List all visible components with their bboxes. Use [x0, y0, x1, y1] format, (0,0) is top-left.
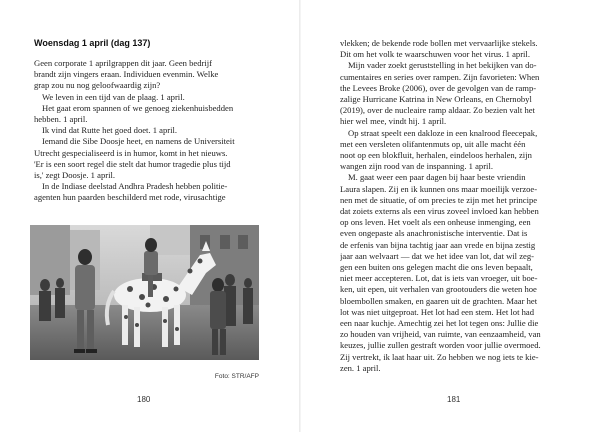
text-line: dat zoiets externs als een virus zoveel invloed kan hebben — [340, 206, 539, 217]
right-text-block — [340, 38, 562, 374]
text-line: Mijn vader zoekt geruststelling in het bekijken van do- — [348, 60, 537, 71]
text-line: wangen zijn rood van de inspanning. 1 april. — [340, 161, 493, 172]
right-page — [300, 0, 600, 432]
text-line: grap zou nu nog geloofwaardig zijn? — [34, 80, 161, 91]
text-line: We leven in een tijd van de plaag. 1 april. — [42, 91, 185, 102]
text-line: Zij vertrekt, ik laat haar uit. Zo hebben we nog iets te kie- — [340, 351, 539, 362]
text-line: In de Indiase deelstad Andhra Pradesh hebben politie- — [42, 181, 228, 192]
text-line: brandt zijn vingers eraan. Individuen evenmin. Welke — [34, 69, 219, 80]
page-number-right: 181 — [447, 395, 461, 404]
text-line: ken, uit epen, uit verhalen van grootouders die weten hoe — [340, 284, 537, 295]
text-line: is,' zegt Doosje. 1 april. — [34, 170, 116, 181]
text-line: M. gaat weer een paar dagen bij haar beste vriendin — [348, 172, 526, 183]
text-line: keuzes, jullie zullen gestraft worden voor jullie overmoed. — [340, 340, 541, 351]
text-line: hebben. 1 april. — [34, 114, 88, 125]
text-line: niet meer accepteren. Lot, dat is iets van vroeger, uit boe- — [340, 273, 538, 284]
text-line: op ons leven. Het voelt als een onheuse inmenging, een — [340, 217, 531, 228]
text-line: hier wel mee, vindt hij. 1 april. — [340, 116, 447, 127]
text-line: zen. 1 april. — [340, 362, 381, 373]
text-line: gen een buiten ons gelegen macht die ons leven bepaalt, — [340, 262, 533, 273]
text-line: zalige Hurricane Katrina in New Orleans, en Chernobyl — [340, 94, 532, 105]
text-line: Geen corporate 1 aprilgrappen dit jaar. Geen bedrijf — [34, 58, 213, 68]
text-line: Op straat speelt een dakloze in een knalrood fleecepak, — [348, 127, 538, 138]
text-line: even ongepaste als anachronistische interventie. Dat is — [340, 228, 528, 239]
text-line: Laura slapen. Zij en ik kunnen ons maar moeilijk verzoe- — [340, 183, 538, 194]
text-line: Ik vind dat Rutte het goed doet. 1 april. — [42, 125, 178, 136]
text-line: cumentaires en series over rampen. Zijn favorieten: When — [340, 71, 540, 82]
text-line: jaar aan welvaart — dat we het idee van lot, dat wil zeg- — [340, 250, 534, 261]
text-line: Dit om het volk te waarschuwen voor het virus. 1 april. — [340, 49, 530, 60]
text-line: Het gaat erom spannen of we genoeg ziekenhuisbedden — [42, 102, 234, 113]
text-line: zo houden van vrijheid, van ruimte, van eenzaamheid, van — [340, 329, 541, 340]
text-line: nen met de situatie, of om precies te zijn met het principe — [340, 194, 538, 205]
text-line: noot op een blokfluit, herhalen, eindeloos herhalen, zijn — [340, 150, 532, 161]
text-line: 'Er is een soort regel die stelt dat humor tragedie plus tijd — [34, 158, 231, 169]
text-line: vlekken; de bekende rode bollen met vervaarlijke stekels. — [340, 38, 538, 48]
left-text-block — [34, 58, 260, 204]
text-line: de erfenis van bijna tachtig jaar aan vrede en bijna zestig — [340, 239, 536, 250]
text-line: een naar kuchje. Amechtig zei het lot tegen ons: Jullie die — [340, 318, 539, 329]
diary-heading: Woensdag 1 april (dag 137) — [34, 38, 151, 48]
text-line: the Levees Broke (2006), over de gevolgen van de ramp- — [340, 82, 537, 93]
text-line: (2019), over de nucleaire ramp aldaar. Zo bezien valt het — [340, 105, 535, 116]
text-line: Utrecht gespecialiseerd is in humor, komt in het nieuws. — [34, 147, 228, 158]
photo-caption: Foto: STR/AFP — [214, 373, 259, 380]
photo-police-painted-horse — [30, 225, 259, 360]
text-line: met een versleten olifantenmuts op, uit alle macht één — [340, 138, 526, 149]
text-line: agenten hun paarden beschilderd met rode, virusachtige — [34, 192, 226, 203]
text-line: bloembollen smaken, en gaaren uit de grachten. Maar het — [340, 295, 538, 306]
page-number-left: 180 — [137, 395, 151, 404]
text-line: Iemand die Sibe Doosje heet, en namens de Universiteit — [42, 136, 235, 147]
text-line: lot was niet uitgeproat. Het lot had een stem. Het lot had — [340, 306, 535, 317]
